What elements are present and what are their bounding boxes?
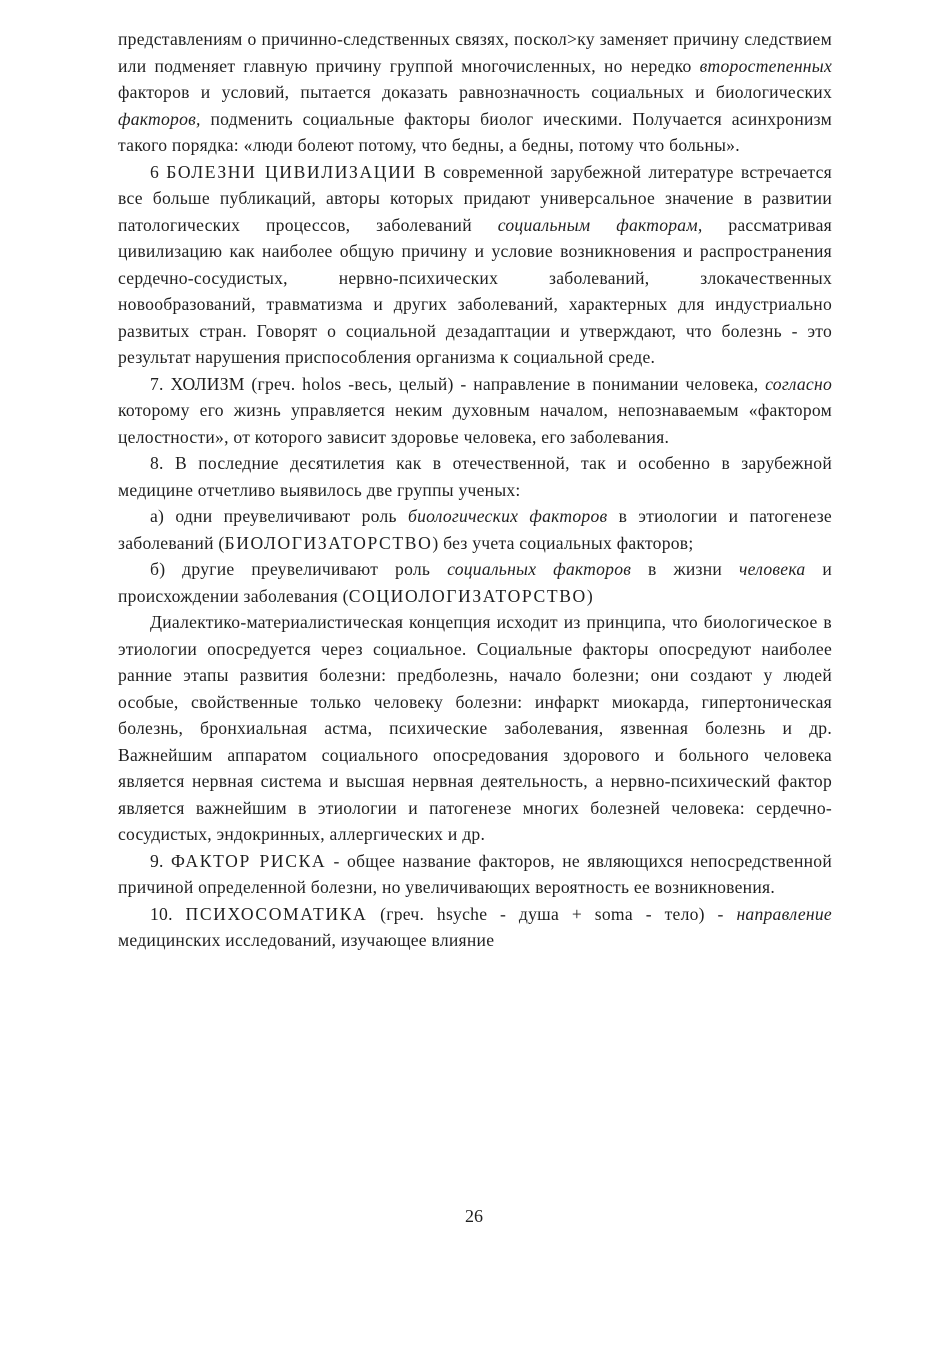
paragraph-10-psychosomatics: 10. ПСИХОСОМАТИКА (греч. hsyche - душа + soma - тело) - направление медицинских исследований, изучающее влияние xyxy=(118,903,832,950)
italic-term: второстепенных xyxy=(699,55,832,76)
italic-term: социальных факторов xyxy=(447,559,632,579)
paragraph-6-diseases-of-civilization: 6 БОЛЕЗНИ ЦИВИЛИЗАЦИИ В современной зарубежной литературе встречается все больше публикаций, авторы которых придают универсальное значение в развитии патологических процессов, заболеваний социальным факторам, рассматривая цивилизацию как наиболее общую причину и условие возникновения и распространения сердечно-сосудистых, нервно-психических заболеваний, злокачественных новообразований, травматизма и других заболеваний, характерных для индустриально развитых стран. Говорят о социальной дезадаптации и утверждают, что болезнь - это результат нарушения приспособления организма к социальной среде. xyxy=(118,161,832,367)
section-term: ХОЛИЗМ xyxy=(170,373,245,394)
section-term: БОЛЕЗНИ ЦИВИЛИЗАЦИИ xyxy=(166,161,417,182)
paragraph-9-risk-factor: 9. ФАКТОР РИСКА - общее название факторов, не являющихся непосредственной причиной определенной болезни, но увеличивающих вероятность ее возникновения. xyxy=(118,850,832,897)
italic-term: биологических факторов xyxy=(407,506,608,526)
paragraph-intro: представлениям о причинно-следственных связях, поскол>ку заменяет причину следствием или подменяет главную причину группой многочисленных, но нередко второстепенных факторов и условий, пытается доказать равнозначность социальных и биологических факторов, подменить социальные факторы биолог ическими. Получается асинхронизм такого порядка: «люди болеют потому, что бедны, а бедны, потому что больны». xyxy=(118,29,832,155)
paragraph-dialectical-concept: Диалектико-материалистическая концепция исходит из принципа, что биологическое в этиологии опосредуется через социальное. Социальные факторы опосредуют наиболее ранние этапы развития болезни: предболезнь, начало болезни; они создают у людей особые, свойственные только человеку болезни: инфаркт миокарда, гипертоническая болезнь, бронхиальная астма, психические заболевания, язвенная болезнь и др. Важнейшим аппаратом социального опосредования здорового и больного человека является нервная система и высшая нервная деятельность, а нервно-психический фактор является важнейшим в этиологии и патогенезе многих болезней человека: сердечно-сосудистых, эндокринных, аллергических и др. xyxy=(118,612,832,844)
page-number: 26 xyxy=(465,1206,483,1226)
italic-term: социальным факторам, xyxy=(497,214,703,235)
paragraph-8-two-groups: 8. В последние десятилетия как в отечественной, так и особенно в зарубежной медицине отчетливо выявилось две группы ученых: xyxy=(118,453,832,500)
italic-term: человека xyxy=(738,559,806,579)
italic-term: факторов, xyxy=(118,108,201,129)
section-term: БИОЛОГИЗАТОРСТВО xyxy=(224,532,433,553)
section-term: ПСИХОСОМАТИКА xyxy=(185,903,368,924)
section-term: СОЦИОЛОГИЗАТОРСТВО xyxy=(348,585,587,606)
paragraph-8a-biologizatorstvo: а) одни преувеличивают роль биологических факторов в этиологии и патогенезе заболеваний (БИОЛОГИЗАТОРСТВО) без учета социальных факторов; xyxy=(118,506,832,553)
section-term: ФАКТОР РИСКА xyxy=(171,850,327,871)
paragraph-8b-sociologizatorstvo: б) другие преувеличивают роль социальных факторов в жизни человека и происхождении заболевания (СОЦИОЛОГИЗАТОРСТВО) xyxy=(118,559,832,606)
italic-term: согласно xyxy=(765,373,832,394)
document-page xyxy=(118,26,832,954)
paragraph-7-holism: 7. ХОЛИЗМ (греч. holos -весь, целый) - направление в понимании человека, согласно которому его жизнь управляется неким духовным началом, непознаваемым «фактором целостности», от которого зависит здоровье человека, его заболевания. xyxy=(118,373,832,447)
italic-term: направление xyxy=(736,903,832,924)
